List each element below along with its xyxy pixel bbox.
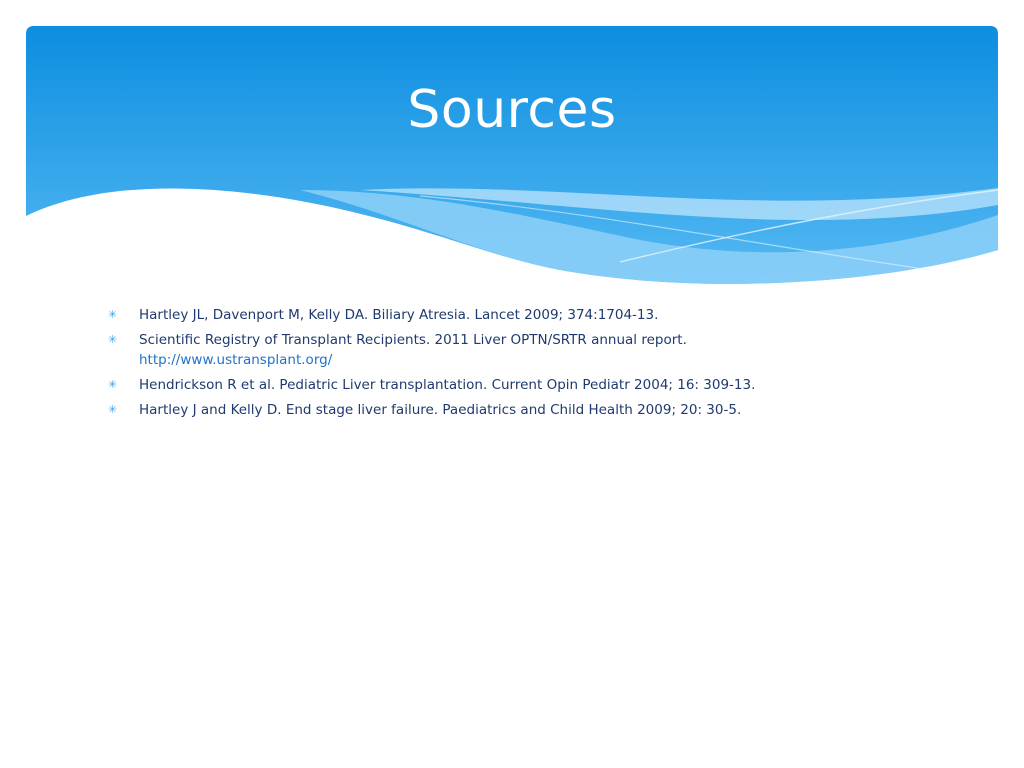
source-citation: Hartley JL, Davenport M, Kelly DA. Biliary Atresia. Lancet 2009; 374:1704-13.: [139, 307, 659, 323]
list-item: [106, 375, 926, 395]
list-item: [106, 330, 926, 370]
source-citation: Hendrickson R et al. Pediatric Liver transplantation. Current Opin Pediatr 2004; 16: 309-13.: [139, 377, 756, 393]
slide-title: Sources: [407, 80, 617, 140]
source-link[interactable]: http://www.ustransplant.org/: [139, 352, 333, 368]
header-wave-banner: [0, 0, 1024, 300]
asterisk-icon: ✳: [108, 403, 118, 416]
source-citation: Hartley J and Kelly D. End stage liver failure. Paediatrics and Child Health 2009; 20: 30-5.: [139, 402, 742, 418]
asterisk-icon: ✳: [108, 308, 118, 321]
asterisk-icon: ✳: [108, 333, 118, 346]
sources-list: [106, 305, 926, 425]
list-item: [106, 305, 926, 325]
asterisk-icon: ✳: [108, 378, 118, 391]
source-citation: Scientific Registry of Transplant Recipients. 2011 Liver OPTN/SRTR annual report.: [139, 332, 687, 348]
list-item: [106, 400, 926, 420]
